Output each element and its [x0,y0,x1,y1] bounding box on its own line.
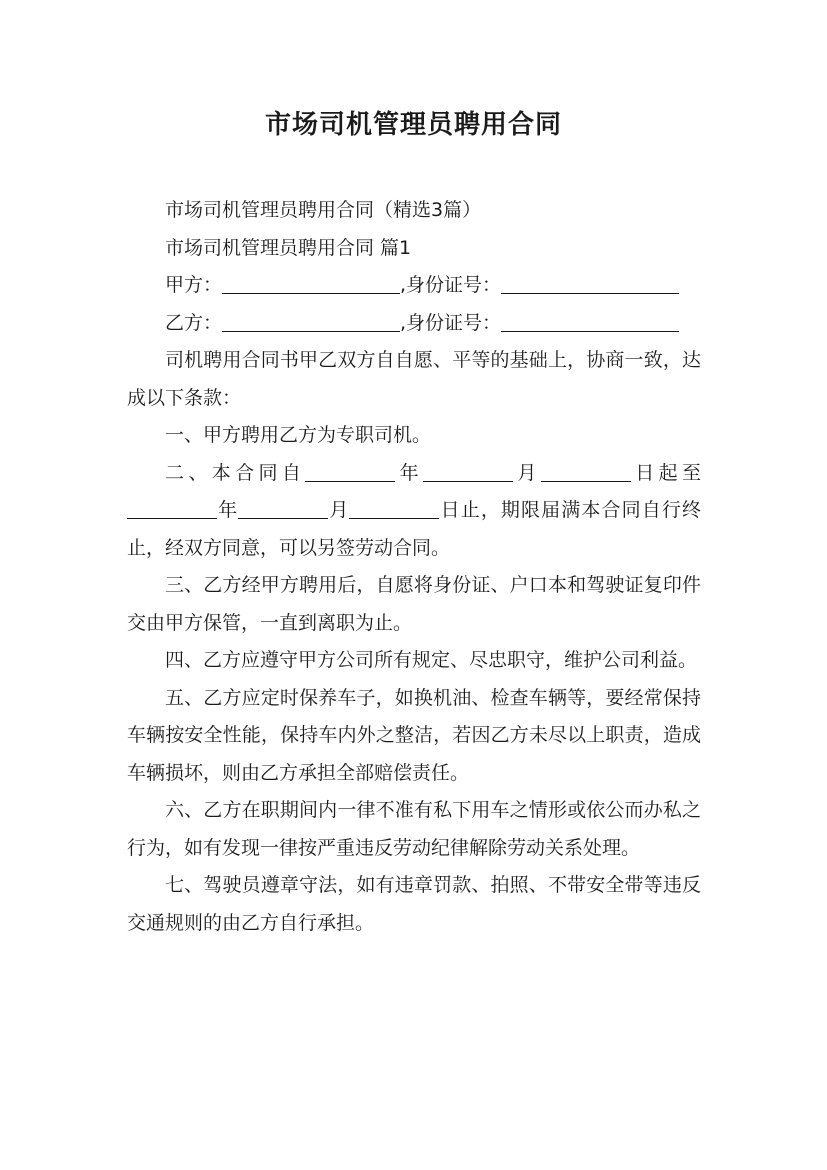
year-label-2: 年 [217,499,239,521]
party-a-label: 甲方： [165,274,223,296]
clause-2-start: 二、本合同自 [165,461,306,484]
party-b-label: 乙方： [165,311,223,334]
subtitle-line: 市场司机管理员聘用合同（精选3篇） [165,199,482,221]
document-title: 市场司机管理员聘用合同 [264,110,562,140]
start-day-blank[interactable] [541,461,631,482]
clause-3: 三、乙方经甲方聘用后，自愿将身份证、户口本和驾驶证复印件交由甲方保管，一直到离职为止。 [127,574,701,634]
party-a-id-blank[interactable] [501,273,679,294]
month-label-2: 月 [328,499,350,521]
clause-1: 一、甲方聘用乙方为专职司机。 [165,424,432,446]
clause-7: 七、驾驶员遵章守法，如有违章罚款、拍照、不带安全带等违反交通规则的由乙方自行承担。 [127,874,701,934]
clause-2 [127,455,701,568]
clause-5: 五、乙方应定时保养车子，如换机油、检查车辆等，要经常保持车辆按安全性能，保持车内外之整洁，若因乙方未尽以上职责，造成车辆损坏，则由乙方承担全部赔偿责任。 [127,686,701,784]
party-a-line [127,267,701,305]
clause-6: 六、乙方在职期间内一律不准有私下用车之情形或依公而办私之行为，如有发现一律按严重违反劳动纪律解除劳动关系处理。 [127,799,701,859]
month-label: 月 [513,461,541,484]
part-heading: 市场司机管理员聘用合同 篇1 [165,236,412,259]
document-body [127,192,701,942]
party-b-line [127,305,701,343]
party-b-id-blank[interactable] [501,311,679,332]
end-year-blank[interactable] [127,498,217,519]
day-to-text: 日止，期限届满本合同自行终止，经双方同意，可以另签劳动合同。 [127,499,701,559]
day-from-label: 日起至 [630,461,701,484]
party-a-id-label: ,身份证号： [400,274,502,296]
clause-4: 四、乙方应遵守甲方公司所有规定、尽忠职守，维护公司利益。 [165,649,698,671]
party-a-name-blank[interactable] [222,273,400,294]
year-label: 年 [395,461,424,484]
start-month-blank[interactable] [423,461,513,482]
party-b-name-blank[interactable] [222,311,400,332]
intro-paragraph: 司机聘用合同书甲乙双方自自愿、平等的基础上，协商一致，达成以下条款： [127,349,701,409]
end-day-blank[interactable] [349,498,439,519]
party-b-id-label: ,身份证号： [400,311,502,334]
end-month-blank[interactable] [238,498,328,519]
start-year-blank[interactable] [305,461,395,482]
